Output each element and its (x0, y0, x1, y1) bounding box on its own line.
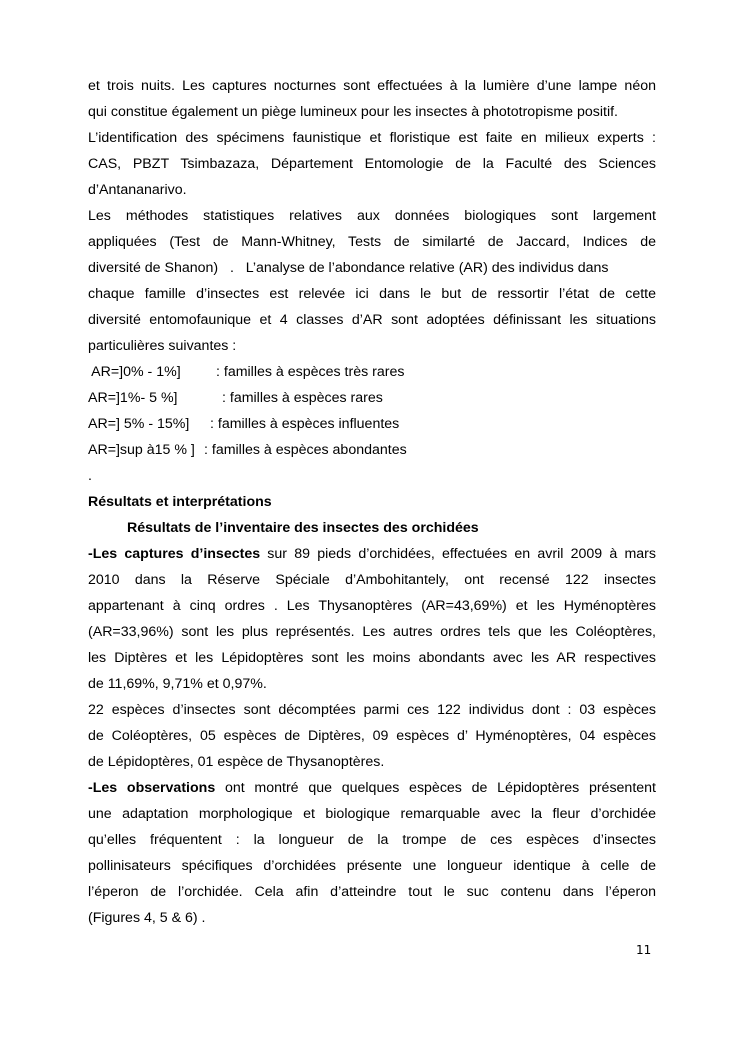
captures-lead: -Les captures d’insectes (88, 546, 261, 562)
class-desc: : familles à espèces abondantes (204, 442, 407, 458)
class-row-2 (88, 388, 656, 408)
species-line-3: de Lépidoptères, 01 espèce de Thysanoptères. (88, 754, 385, 770)
class-desc: : familles à espèces très rares (216, 364, 405, 380)
para3-line-4: chaque famille d’insectes est relevée ici dans le but de ressortir l’état de cette (88, 286, 656, 302)
class-range: AR=]sup à15 % ] (88, 442, 195, 458)
observations-lead: -Les observations (88, 780, 216, 796)
observations-line-2: une adaptation morphologique et biologique remarquable avec la fleur d’orchidée (88, 806, 656, 822)
para3-line-5: diversité entomofaunique et 4 classes d’AR sont adoptées définissant les situations (88, 312, 656, 328)
class-row-4 (88, 440, 656, 460)
class-row-1 (88, 362, 656, 382)
class-range: AR=]0% - 1%] (88, 364, 181, 380)
para3-line-3: diversité de Shanon) . L’analyse de l’abondance relative (AR) des individus dans (88, 260, 609, 276)
para1-line-2: qui constitue également un piège lumineux pour les insectes à phototropisme positif. (88, 104, 618, 120)
captures-line-2: 2010 dans la Réserve Spéciale d’Ambohitantely, ont recensé 122 insectes (88, 572, 656, 588)
section-title: Résultats et interprétations (88, 494, 272, 510)
observations-line-3: qu’elles fréquentent : la longueur de la trompe de ces espèces d’insectes (88, 832, 656, 848)
para2-line-1: L’identification des spécimens faunistique et floristique est faite en milieux experts : (88, 130, 656, 146)
dot-line: . (88, 468, 92, 484)
para3-line-2: appliquées (Test de Mann-Whitney, Tests de similarté de Jaccard, Indices de (88, 234, 656, 250)
captures-line-1 (88, 544, 656, 564)
para2-line-3: d’Antananarivo. (88, 182, 187, 198)
observations-line-4: pollinisateurs spécifiques d’orchidées présente une longueur identique à celle de (88, 858, 656, 874)
observations-line-5: l’éperon de l’orchidée. Cela afin d’atteindre tout le suc contenu dans l’éperon (88, 884, 656, 900)
class-desc: : familles à espèces influentes (210, 416, 400, 432)
captures-line-5: les Diptères et les Lépidoptères sont les moins abondants avec les AR respectives (88, 650, 656, 666)
class-row-3 (88, 414, 656, 434)
captures-first-rest: sur 89 pieds d’orchidées, effectuées en avril 2009 à mars (260, 546, 656, 562)
subsection-title: Résultats de l’inventaire des insectes des orchidées (127, 520, 479, 536)
observations-line-1 (88, 778, 656, 798)
para2-line-2: CAS, PBZT Tsimbazaza, Département Entomologie de la Faculté des Sciences (88, 156, 656, 172)
observations-line-6: (Figures 4, 5 & 6) . (88, 910, 206, 926)
class-range: AR=] 5% - 15%] (88, 416, 190, 432)
observations-first-rest: ont montré que quelques espèces de Lépidoptères présentent (215, 780, 656, 796)
para3-line-1: Les méthodes statistiques relatives aux données biologiques sont largement (88, 208, 656, 224)
species-line-2: de Coléoptères, 05 espèces de Diptères, 09 espèces d’ Hyménoptères, 04 espèces (88, 728, 656, 744)
captures-line-3: appartenant à cinq ordres . Les Thysanoptères (AR=43,69%) et les Hyménoptères (88, 598, 656, 614)
para1-line-1: et trois nuits. Les captures nocturnes sont effectuées à la lumière d’une lampe néon (88, 78, 656, 94)
page-number: 11 (636, 943, 652, 957)
para3-line-6: particulières suivantes : (88, 338, 237, 354)
class-desc: : familles à espèces rares (222, 390, 383, 406)
species-line-1: 22 espèces d’insectes sont décomptées parmi ces 122 individus dont : 03 espèces (88, 702, 656, 718)
captures-line-6: de 11,69%, 9,71% et 0,97%. (88, 676, 267, 692)
captures-line-4: (AR=33,96%) sont les plus représentés. Les autres ordres tels que les Coléoptères, (88, 624, 656, 640)
class-range: AR=]1%- 5 %] (88, 390, 178, 406)
